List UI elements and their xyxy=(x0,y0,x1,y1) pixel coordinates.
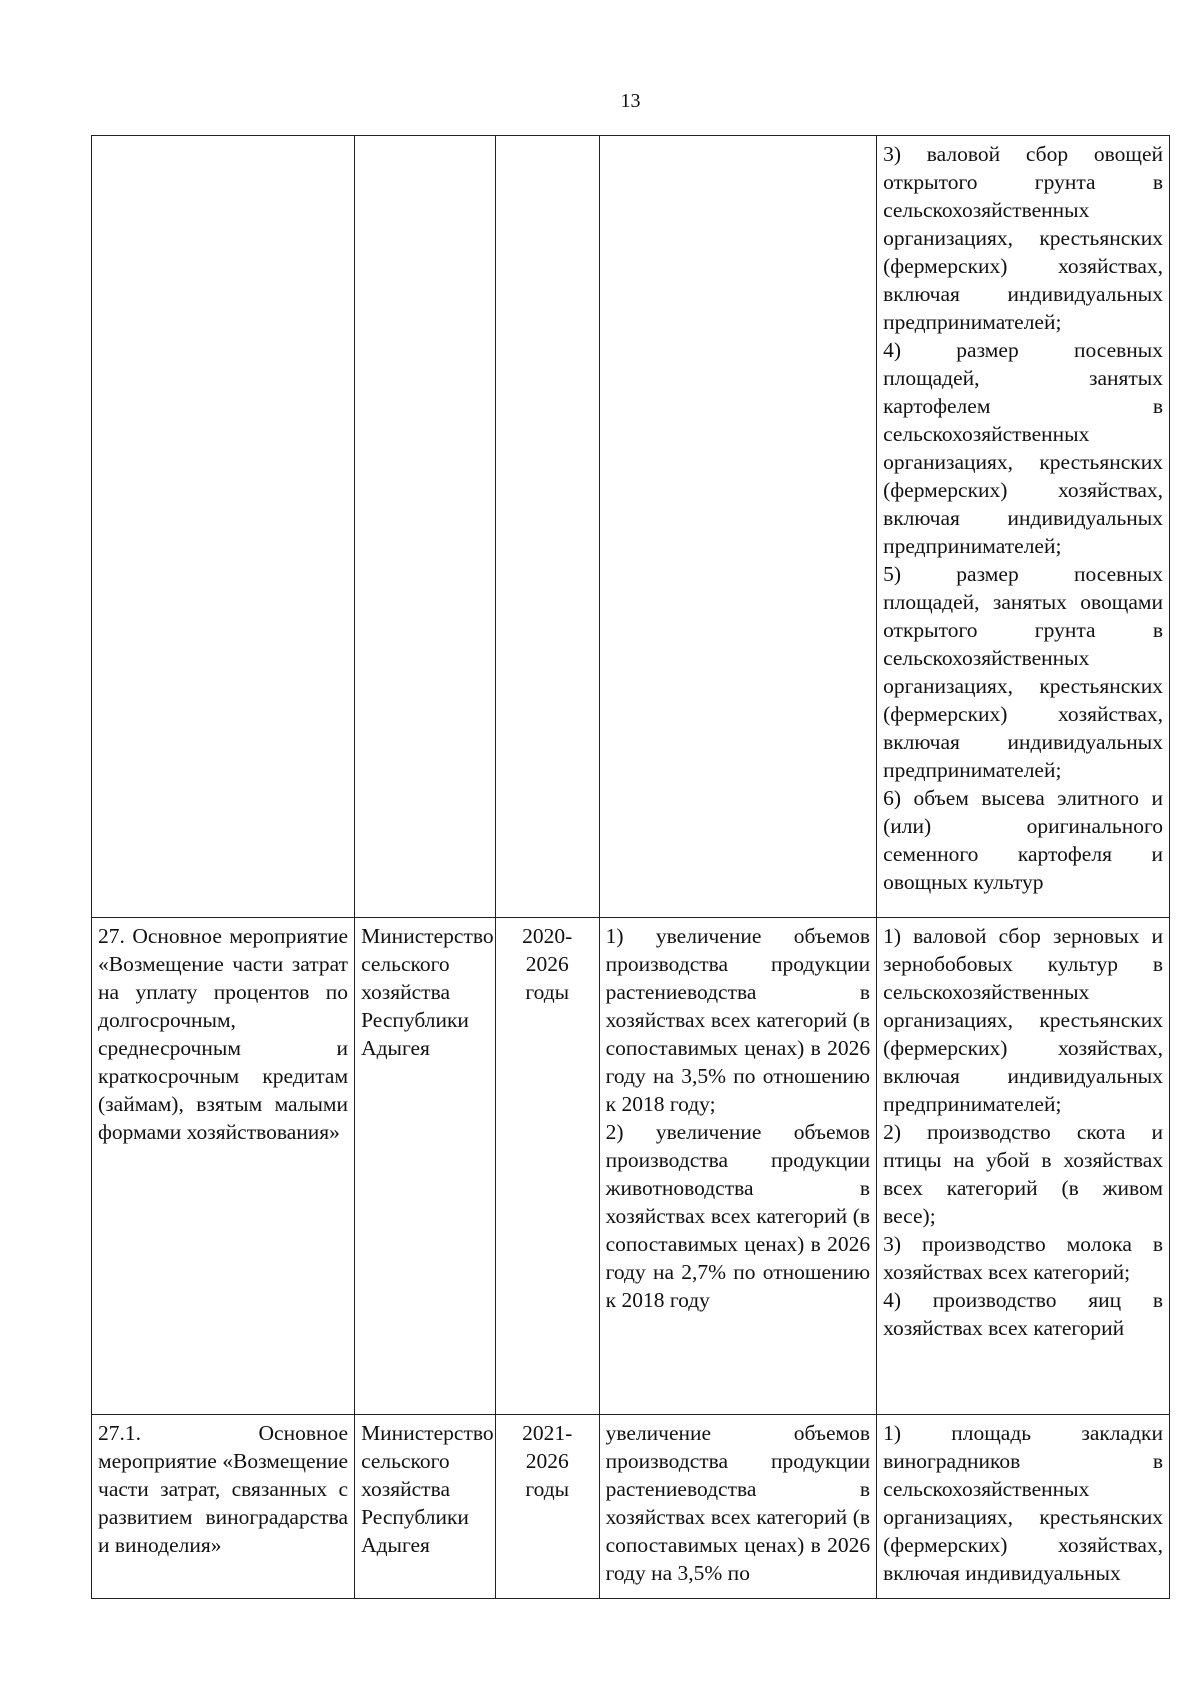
program-measures-table xyxy=(91,135,1170,1599)
result-cell: 1) увеличение объемов производства продукции растениеводства в хозяйствах всех категорий (в сопоставимых ценах) в 2026 году на 3,5% по отношению к 2018 году; 2) увеличение объемов производства продукции животноводства в хозяйствах всех категорий (в сопоставимых ценах) в 2026 году на 2,7% по отношению к 2018 году xyxy=(599,918,876,1415)
measure-cell: 27. Основное мероприятие «Возмещение части затрат на уплату процентов по долгосрочным, среднесрочным и краткосрочным кредитам (займам), взятым малыми формами хозяйствования» xyxy=(92,918,355,1415)
measure-cell: 27.1. Основное мероприятие «Возмещение части затрат, связанных с развитием виноградарства и виноделия» xyxy=(92,1415,355,1599)
period-cell: 2021-2026 годы xyxy=(495,1415,599,1599)
executor-cell: Министерство сельского хозяйства Республики Адыгея xyxy=(355,1415,496,1599)
page-number: 13 xyxy=(620,90,641,112)
table-row xyxy=(92,1415,1170,1599)
period-cell: 2020-2026 годы xyxy=(495,918,599,1415)
indicators-cell: 1) площадь закладки виноградников в сельскохозяйственных организациях, крестьянских (фермерских) хозяйствах, включая индивидуальных xyxy=(877,1415,1170,1599)
table-row xyxy=(92,136,1170,918)
indicators-cell: 1) валовой сбор зерновых и зернобобовых культур в сельскохозяйственных организациях, крестьянских (фермерских) хозяйствах, включая индивидуальных предпринимателей; 2) производство скота и птицы на убой в хозяйствах всех категорий (в живом весе); 3) производство молока в хозяйствах всех категорий; 4) производство яиц в хозяйствах всех категорий xyxy=(877,918,1170,1415)
indicators-cell: 3) валовой сбор овощей открытого грунта в сельскохозяйственных организациях, крестьянских (фермерских) хозяйствах, включая индивидуальных предпринимателей; 4) размер посевных площадей, занятых картофелем в сельскохозяйственных организациях, крестьянских (фермерских) хозяйствах, включая индивидуальных предпринимателей; 5) размер посевных площадей, занятых овощами открытого грунта в сельскохозяйственных организациях, крестьянских (фермерских) хозяйствах, включая индивидуальных предпринимателей; 6) объем высева элитного и (или) оригинального семенного картофеля и овощных культур xyxy=(877,136,1170,918)
result-cell: увеличение объемов производства продукции растениеводства в хозяйствах всех категорий (в сопоставимых ценах) в 2026 году на 3,5% по xyxy=(599,1415,876,1599)
measure-cell xyxy=(92,136,355,918)
executor-cell: Министерство сельского хозяйства Республики Адыгея xyxy=(355,918,496,1415)
executor-cell xyxy=(355,136,496,918)
period-cell xyxy=(495,136,599,918)
table-row xyxy=(92,918,1170,1415)
result-cell xyxy=(599,136,876,918)
